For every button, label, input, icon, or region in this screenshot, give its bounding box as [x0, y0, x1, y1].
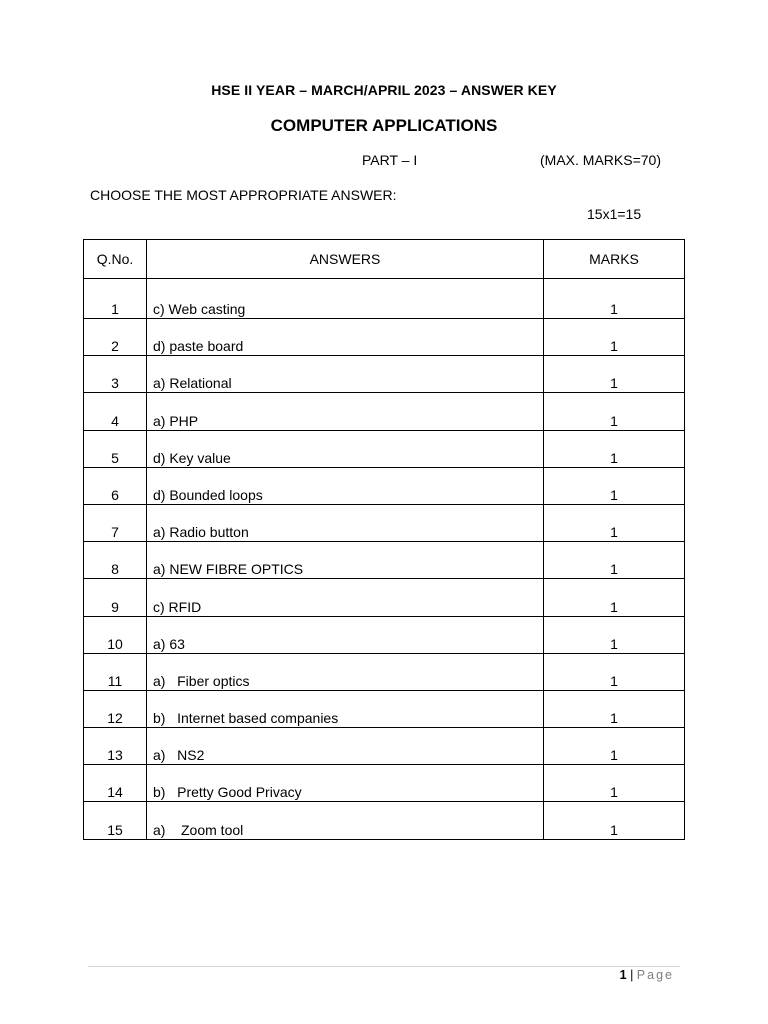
table-row [84, 616, 685, 653]
answer-text: a) 63 [147, 616, 544, 653]
marks-value: 1 [544, 728, 685, 765]
page-number: 1 [619, 968, 627, 982]
question-number: 7 [84, 504, 147, 541]
footer-separator: | [630, 968, 634, 982]
question-number: 10 [84, 616, 147, 653]
marks-value: 1 [544, 467, 685, 504]
marks-value: 1 [544, 279, 685, 319]
answer-text: d) paste board [147, 319, 544, 356]
question-number: 2 [84, 319, 147, 356]
table-row [84, 504, 685, 541]
question-number: 4 [84, 393, 147, 430]
page-title: HSE II YEAR – MARCH/APRIL 2023 – ANSWER KEY [211, 82, 557, 98]
answer-text: a) Radio button [147, 504, 544, 541]
question-number: 3 [84, 356, 147, 393]
answer-text: a) PHP [147, 393, 544, 430]
answer-text: a) NS2 [147, 728, 544, 765]
table-row [84, 765, 685, 802]
table-row [84, 542, 685, 579]
max-marks-label: (MAX. MARKS=70) [540, 152, 661, 168]
table-row [84, 690, 685, 727]
marks-value: 1 [544, 616, 685, 653]
page-footer [620, 968, 674, 982]
question-number: 1 [84, 279, 147, 319]
answer-text: a) Zoom tool [147, 802, 544, 839]
answer-table [83, 239, 685, 840]
answer-text: a) Relational [147, 356, 544, 393]
question-number: 11 [84, 653, 147, 690]
marks-value: 1 [544, 504, 685, 541]
marks-value: 1 [544, 802, 685, 839]
answer-text: c) RFID [147, 579, 544, 616]
table-header-row [84, 240, 685, 279]
table-row [84, 356, 685, 393]
question-number: 8 [84, 542, 147, 579]
marks-value: 1 [544, 579, 685, 616]
marks-value: 1 [544, 356, 685, 393]
column-header-marks: MARKS [544, 240, 685, 279]
table-row [84, 802, 685, 839]
table-row [84, 319, 685, 356]
question-number: 6 [84, 467, 147, 504]
marks-value: 1 [544, 393, 685, 430]
question-number: 13 [84, 728, 147, 765]
marks-value: 1 [544, 690, 685, 727]
marks-value: 1 [544, 765, 685, 802]
marks-value: 1 [544, 653, 685, 690]
page-label: Page [636, 968, 674, 982]
answer-text: d) Key value [147, 430, 544, 467]
table-row [84, 728, 685, 765]
table-row [84, 393, 685, 430]
table-row [84, 467, 685, 504]
footer-divider [88, 966, 680, 967]
table-row [84, 579, 685, 616]
table-row [84, 279, 685, 319]
table-row [84, 430, 685, 467]
question-number: 9 [84, 579, 147, 616]
table-row [84, 653, 685, 690]
answer-text: b) Pretty Good Privacy [147, 765, 544, 802]
answer-text: d) Bounded loops [147, 467, 544, 504]
part-label: PART – I [362, 152, 418, 168]
answer-text: a) NEW FIBRE OPTICS [147, 542, 544, 579]
question-number: 14 [84, 765, 147, 802]
column-header-qno: Q.No. [84, 240, 147, 279]
marks-value: 1 [544, 430, 685, 467]
marks-scheme: 15x1=15 [587, 206, 642, 222]
question-number: 5 [84, 430, 147, 467]
answer-text: c) Web casting [147, 279, 544, 319]
marks-value: 1 [544, 542, 685, 579]
column-header-answers: ANSWERS [147, 240, 544, 279]
marks-value: 1 [544, 319, 685, 356]
section-instruction: CHOOSE THE MOST APPROPRIATE ANSWER: [90, 187, 397, 203]
question-number: 15 [84, 802, 147, 839]
answer-rows [84, 279, 685, 840]
answer-text: a) Fiber optics [147, 653, 544, 690]
question-number: 12 [84, 690, 147, 727]
answer-text: b) Internet based companies [147, 690, 544, 727]
subject-heading: COMPUTER APPLICATIONS [270, 116, 498, 135]
